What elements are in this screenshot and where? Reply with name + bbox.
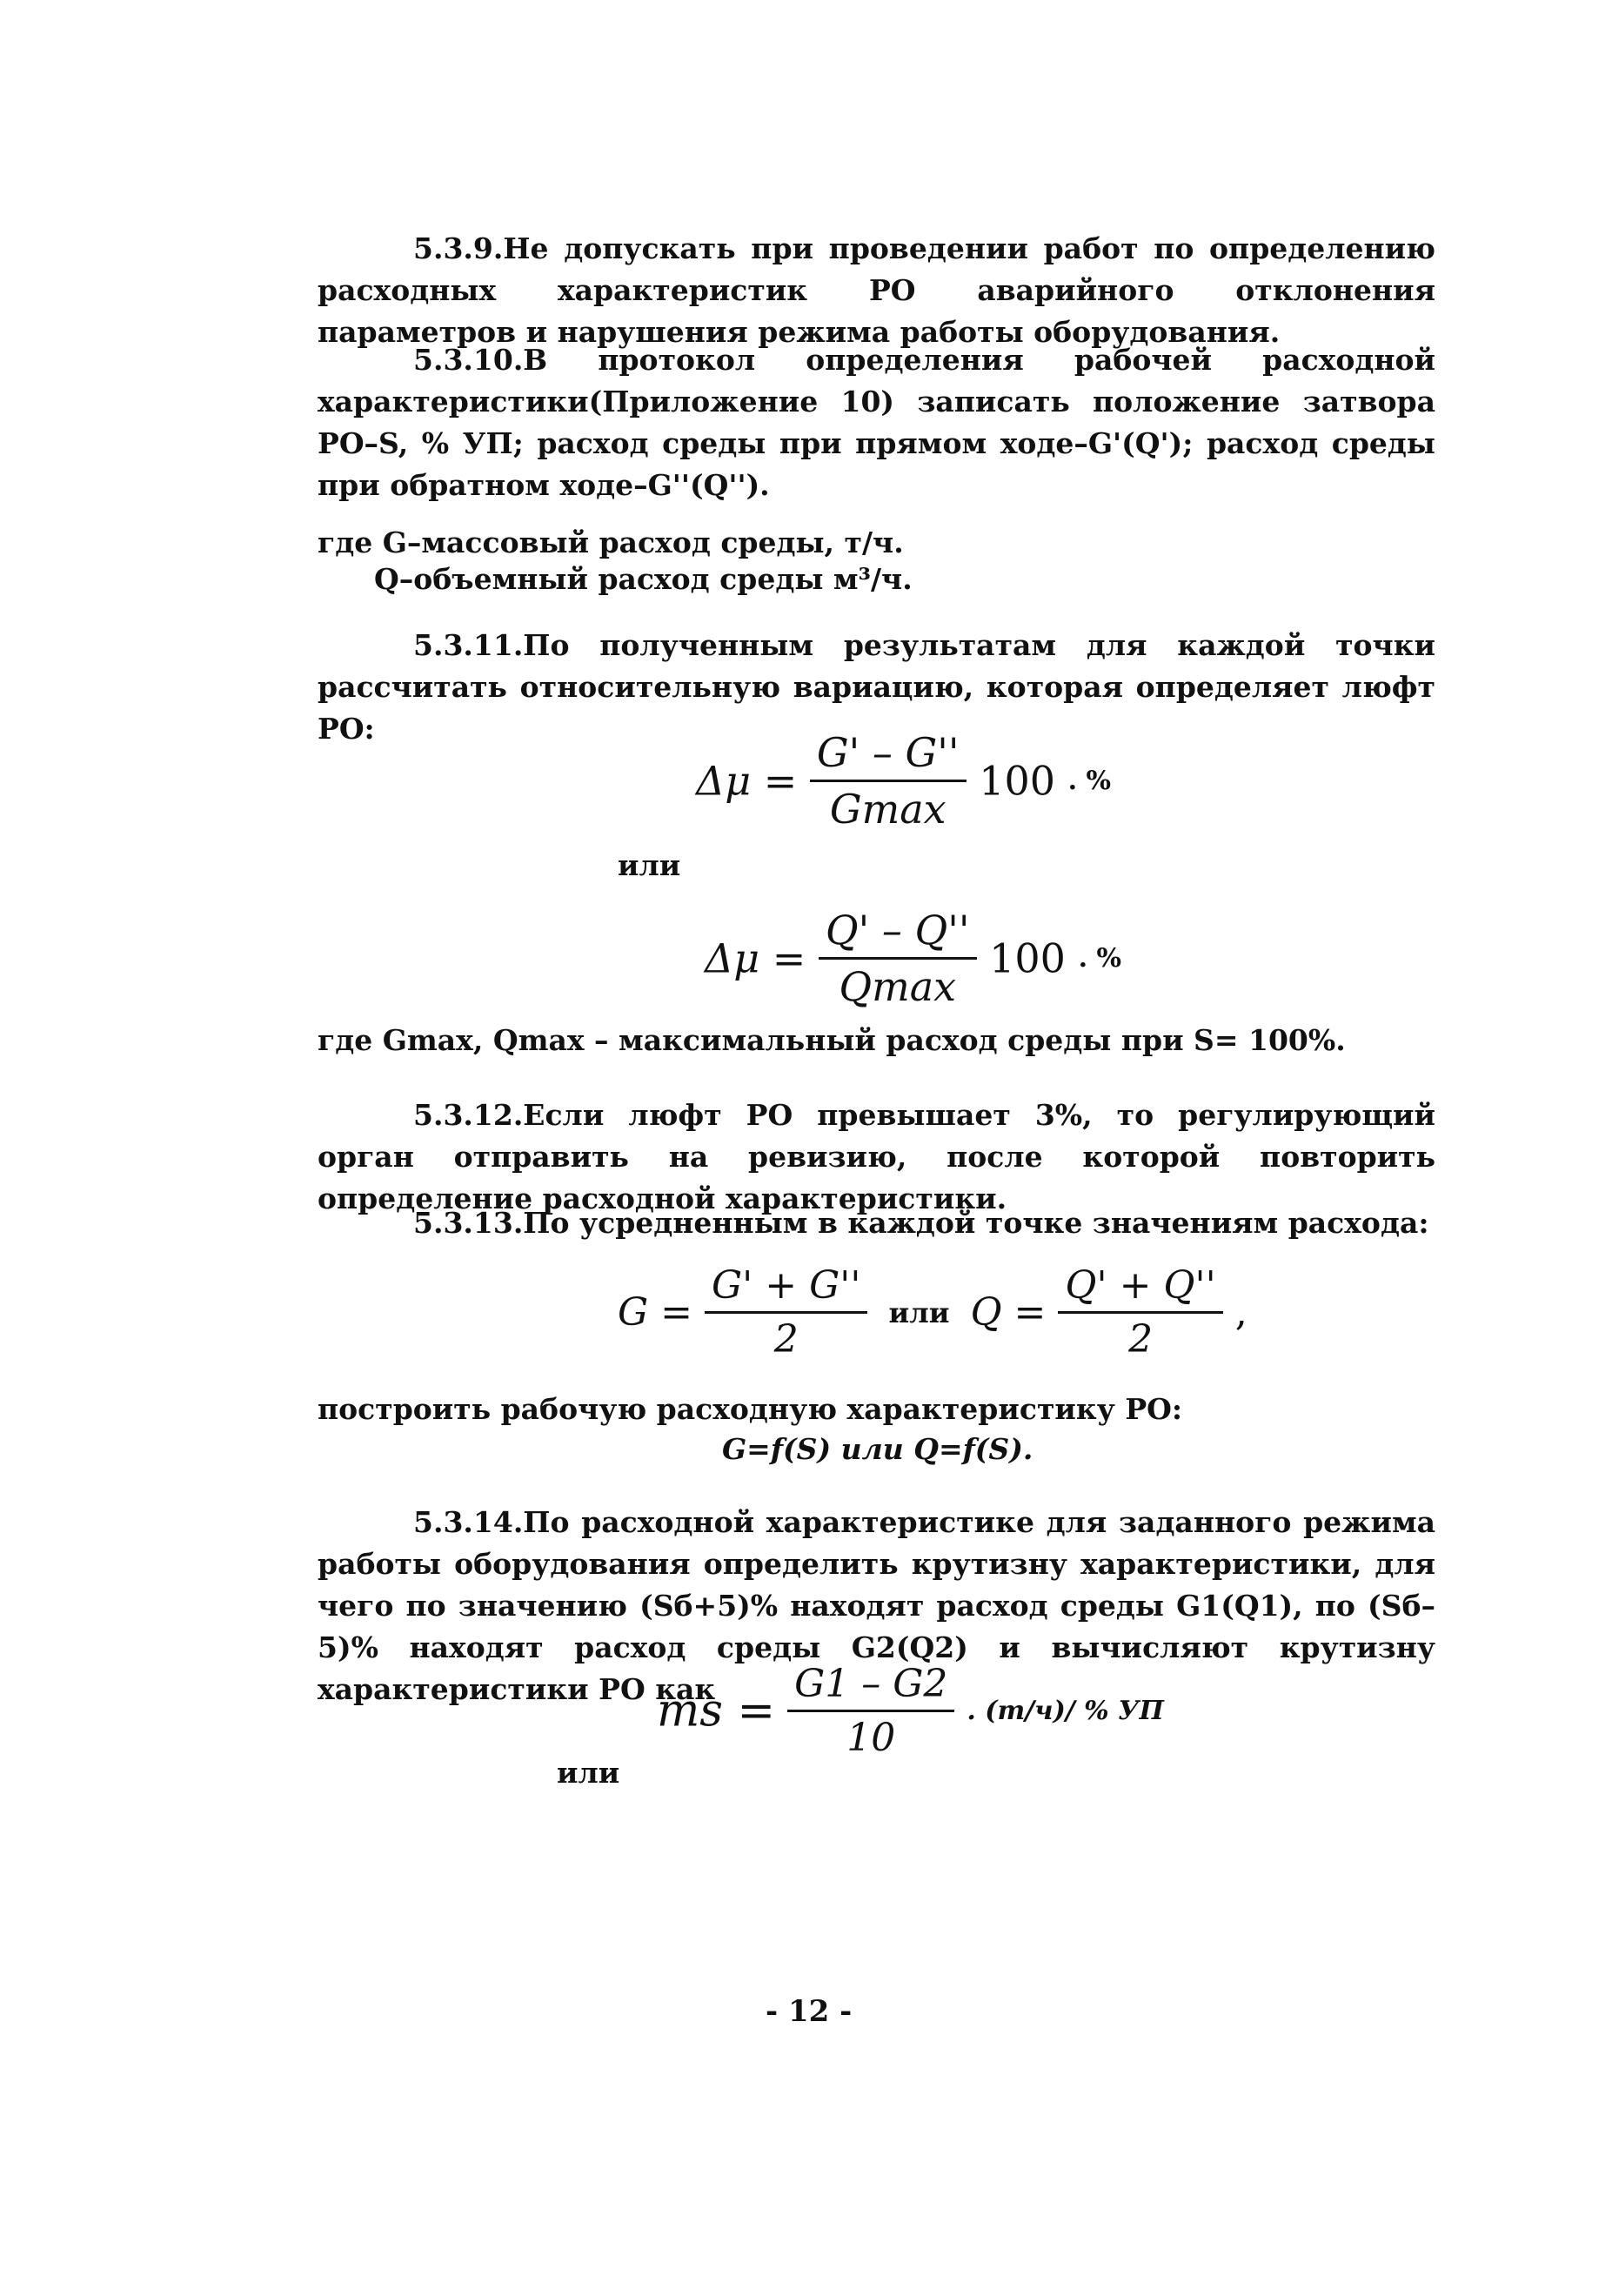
fraction-numerator: G' – G'' [810,729,967,782]
multiplier: 100 [979,757,1056,805]
formula-variation-volume [705,907,1121,1010]
definition-volume-flow: Q–объемный расход среды м³/ч. [374,562,913,596]
formula-lhs-g: G = [618,1290,693,1335]
fraction-denominator: 2 [1128,1317,1154,1362]
or-word: или [888,1295,950,1329]
unit: . % [1078,943,1121,974]
paragraph-5-3-13: 5.3.13.По усредненным в каждой точке значениям расхода: [413,1206,1429,1240]
fraction [787,1662,954,1760]
fraction-denominator: Qmax [839,963,957,1010]
definition-mass-flow: где G–массовый расход среды, т/ч. [318,525,904,559]
fraction-denominator: 2 [773,1317,799,1362]
formula-lhs: Δμ = [696,757,798,805]
formula-lhs-q: Q = [970,1290,1047,1335]
fraction-numerator: G1 – G2 [787,1662,954,1712]
page-number: - 12 - [766,1994,853,2029]
paragraph-5-3-10: 5.3.10.В протокол определения рабочей расходной характеристики(Приложение 10) записать положение затвора РО–S, % УП; расход среды при прямом ходе–G'(Q'); расход среды при обратном ходе–G''(Q''). [318,343,1435,502]
fraction-numerator: G' + G'' [705,1263,867,1314]
formula-steepness [657,1662,1164,1760]
fraction [819,907,977,1010]
build-characteristic-text: построить рабочую расходную характеристику РО: [318,1392,1183,1426]
paragraph-5-3-14: 5.3.14.По расходной характеристике для заданного режима работы оборудования определить крутизну характеристики, для чего по значению (Sб+5)% находят расход среды G1(Q1), по (Sб–5)% находят расход среды G2(Q2) и вычисляют крутизну характеристики РО как [318,1505,1435,1706]
paragraph-5-3-12: 5.3.12.Если люфт РО превышает 3%, то регулирующий орган отправить на ревизию, после которой повторить определение расходной характеристики. [318,1098,1435,1215]
formula-tail: , [1234,1290,1247,1335]
unit: . % [1067,766,1112,796]
definition-max-flow: где Gmax, Qmax – максимальный расход среды при S= 100%. [318,1023,1346,1057]
fraction-numerator: Q' – Q'' [819,907,977,960]
fraction-numerator: Q' + Q'' [1058,1263,1222,1314]
multiplier: 100 [989,934,1066,982]
formula-lhs: ms = [657,1684,776,1737]
fraction-q [1058,1263,1222,1362]
formula-lhs: Δμ = [705,934,806,982]
fraction-denominator: Gmax [829,786,946,833]
paragraph-5-3-9: 5.3.9.Не допускать при проведении работ по определению расходных характеристик РО аварийного отклонения параметров и нарушения режима работы оборудования. [318,231,1435,349]
fraction-denominator: 10 [846,1716,896,1760]
fraction-g [705,1263,867,1362]
formula-variation-mass [696,729,1111,833]
characteristic-function: G=f(S) или Q=f(S). [722,1432,1033,1466]
or-word: или [557,1756,620,1790]
or-word: или [618,848,681,882]
fraction [810,729,967,833]
unit: . (т/ч)/ % УП [967,1696,1164,1726]
formula-average-flow [618,1263,1247,1362]
paragraph-5-3-11: 5.3.11.По полученным результатам для каждой точки рассчитать относительную вариацию, которая определяет люфт РО: [318,628,1435,746]
